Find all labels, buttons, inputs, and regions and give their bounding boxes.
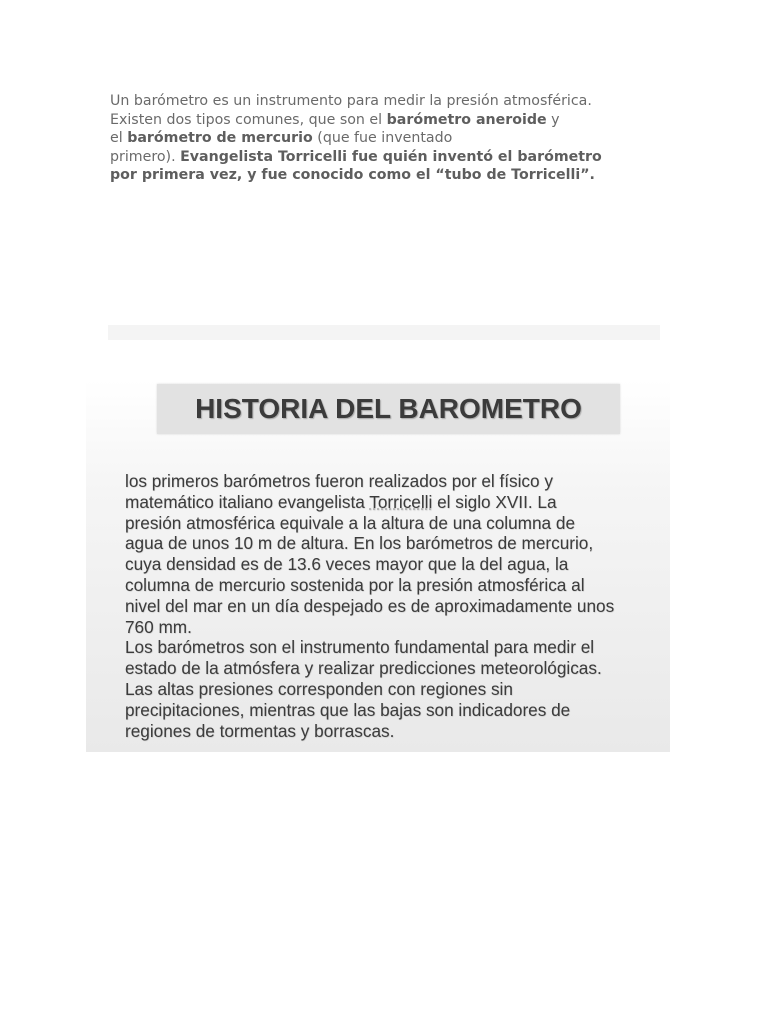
- body-line: estado de la atmósfera y realizar predicciones meteorológicas.: [125, 658, 602, 679]
- history-panel: [86, 379, 670, 752]
- body-line: [125, 492, 670, 513]
- intro-line-3: [110, 129, 670, 148]
- intro-line-5: [110, 166, 670, 185]
- torricelli-link-text: Torricelli: [369, 491, 433, 512]
- history-title: HISTORIA DEL BAROMETRO: [195, 393, 582, 424]
- intro-paragraph: [110, 92, 670, 185]
- body-line: 760 mm.: [125, 616, 192, 637]
- body-line: precipitaciones, mientras que las bajas son indicadores de: [125, 699, 571, 720]
- intro-line-4: [110, 148, 670, 167]
- body-line: Los barómetros son el instrumento fundamental para medir el: [125, 637, 595, 658]
- intro-bold-text: por primera vez, y fue conocido como el “tubo de Torricelli”.: [110, 167, 595, 183]
- intro-text: y: [546, 111, 560, 128]
- body-line: presión atmosférica equivale a la altura de una columna de: [125, 512, 576, 533]
- intro-text: primero).: [110, 148, 181, 165]
- intro-bold-text: Evangelista Torricelli fue quién inventó el barómetro: [180, 148, 602, 165]
- intro-text: (que fue inventado: [312, 130, 453, 146]
- intro-line-2: [110, 111, 670, 130]
- body-line: los primeros barómetros fueron realizados por el físico y: [125, 471, 553, 491]
- body-text-segment: matemático italiano evangelista: [125, 491, 370, 512]
- term-aneroid-barometer: barómetro aneroide: [386, 111, 547, 128]
- intro-text: el: [110, 130, 128, 146]
- body-line: nivel del mar en un día despejado es de aproximadamente unos: [125, 595, 615, 616]
- term-mercury-barometer: barómetro de mercurio: [127, 130, 313, 146]
- body-line: Las altas presiones corresponden con regiones sin: [125, 678, 513, 699]
- body-line: regiones de tormentas y borrascas.: [125, 720, 395, 741]
- body-line: agua de unos 10 m de altura. En los barómetros de mercurio,: [125, 533, 594, 554]
- title-banner: [157, 384, 620, 434]
- body-text-segment: el siglo XVII. La: [432, 491, 557, 512]
- intro-line-1: Un barómetro es un instrumento para medir la presión atmosférica.: [110, 93, 592, 109]
- history-body: [125, 471, 670, 741]
- body-line: cuya densidad es de 13.6 veces mayor que la del agua, la: [125, 554, 569, 575]
- body-line: columna de mercurio sostenida por la presión atmosférica al: [125, 574, 585, 595]
- divider-strip: [108, 325, 660, 340]
- intro-text: Existen dos tipos comunes, que son el: [110, 111, 387, 128]
